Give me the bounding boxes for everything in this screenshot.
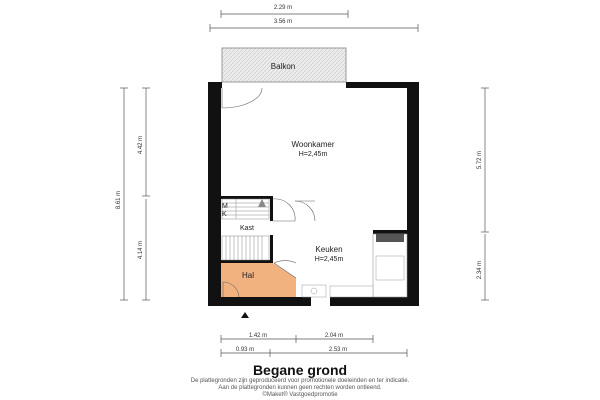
hal-label: Hal (241, 271, 255, 280)
disclaimer-line-2: Aan de plattegronden kunnen geen rechten worden ontleend. (218, 385, 382, 391)
dim-left-total-label: 8.61 m (116, 190, 122, 210)
disclaimer-line-3: ©Maket® Vastgoedpromotie (262, 392, 338, 398)
dim-top-outer-label: 3.56 m (273, 19, 293, 25)
dim-bottom-right-label: 2.04 m (324, 333, 344, 339)
dim-left-upper-label: 4.42 m (138, 135, 144, 155)
balkon-label: Balkon (270, 62, 296, 71)
dimension-bottom-row1 (221, 333, 373, 343)
disclaimer-line-1: De plattegronden zijn geproduceerd voor promotionele doeleinden en ter indicatie. (190, 378, 410, 384)
dim-right-upper-label: 5.72 m (477, 150, 483, 170)
balkon-room (222, 48, 346, 82)
dimension-left-lower (138, 199, 150, 300)
keuken-label: Keuken (315, 245, 343, 254)
dim-bottom-left-label: 1.42 m (248, 333, 268, 339)
dim-right-lower-label: 2.34 m (477, 260, 483, 280)
dimension-top-inner (221, 5, 348, 18)
dimension-left-upper (138, 88, 150, 196)
dim-top-inner-label: 2.29 m (273, 5, 293, 11)
entrance-arrow-icon (241, 312, 249, 318)
mk-k-label: K (222, 211, 227, 218)
dimension-bottom-row2 (221, 347, 407, 357)
woonkamer-height: H=2,45m (298, 151, 328, 158)
dimension-top-outer (210, 19, 418, 32)
dim-left-lower-label: 4.14 m (138, 240, 144, 260)
dim-bottom2-right-label: 2.53 m (328, 347, 348, 353)
floor-title: Begane grond (252, 362, 348, 378)
keuken-height: H=2,45m (314, 256, 344, 263)
woonkamer-label: Woonkamer (291, 140, 335, 149)
dimension-right-upper (477, 88, 489, 232)
dimension-right-lower (477, 234, 489, 300)
dim-bottom2-left-label: 0.93 m (235, 347, 255, 353)
dimension-left-total (116, 88, 128, 300)
kast-label: Kast (239, 225, 255, 232)
mk-m-label: M (222, 203, 228, 210)
